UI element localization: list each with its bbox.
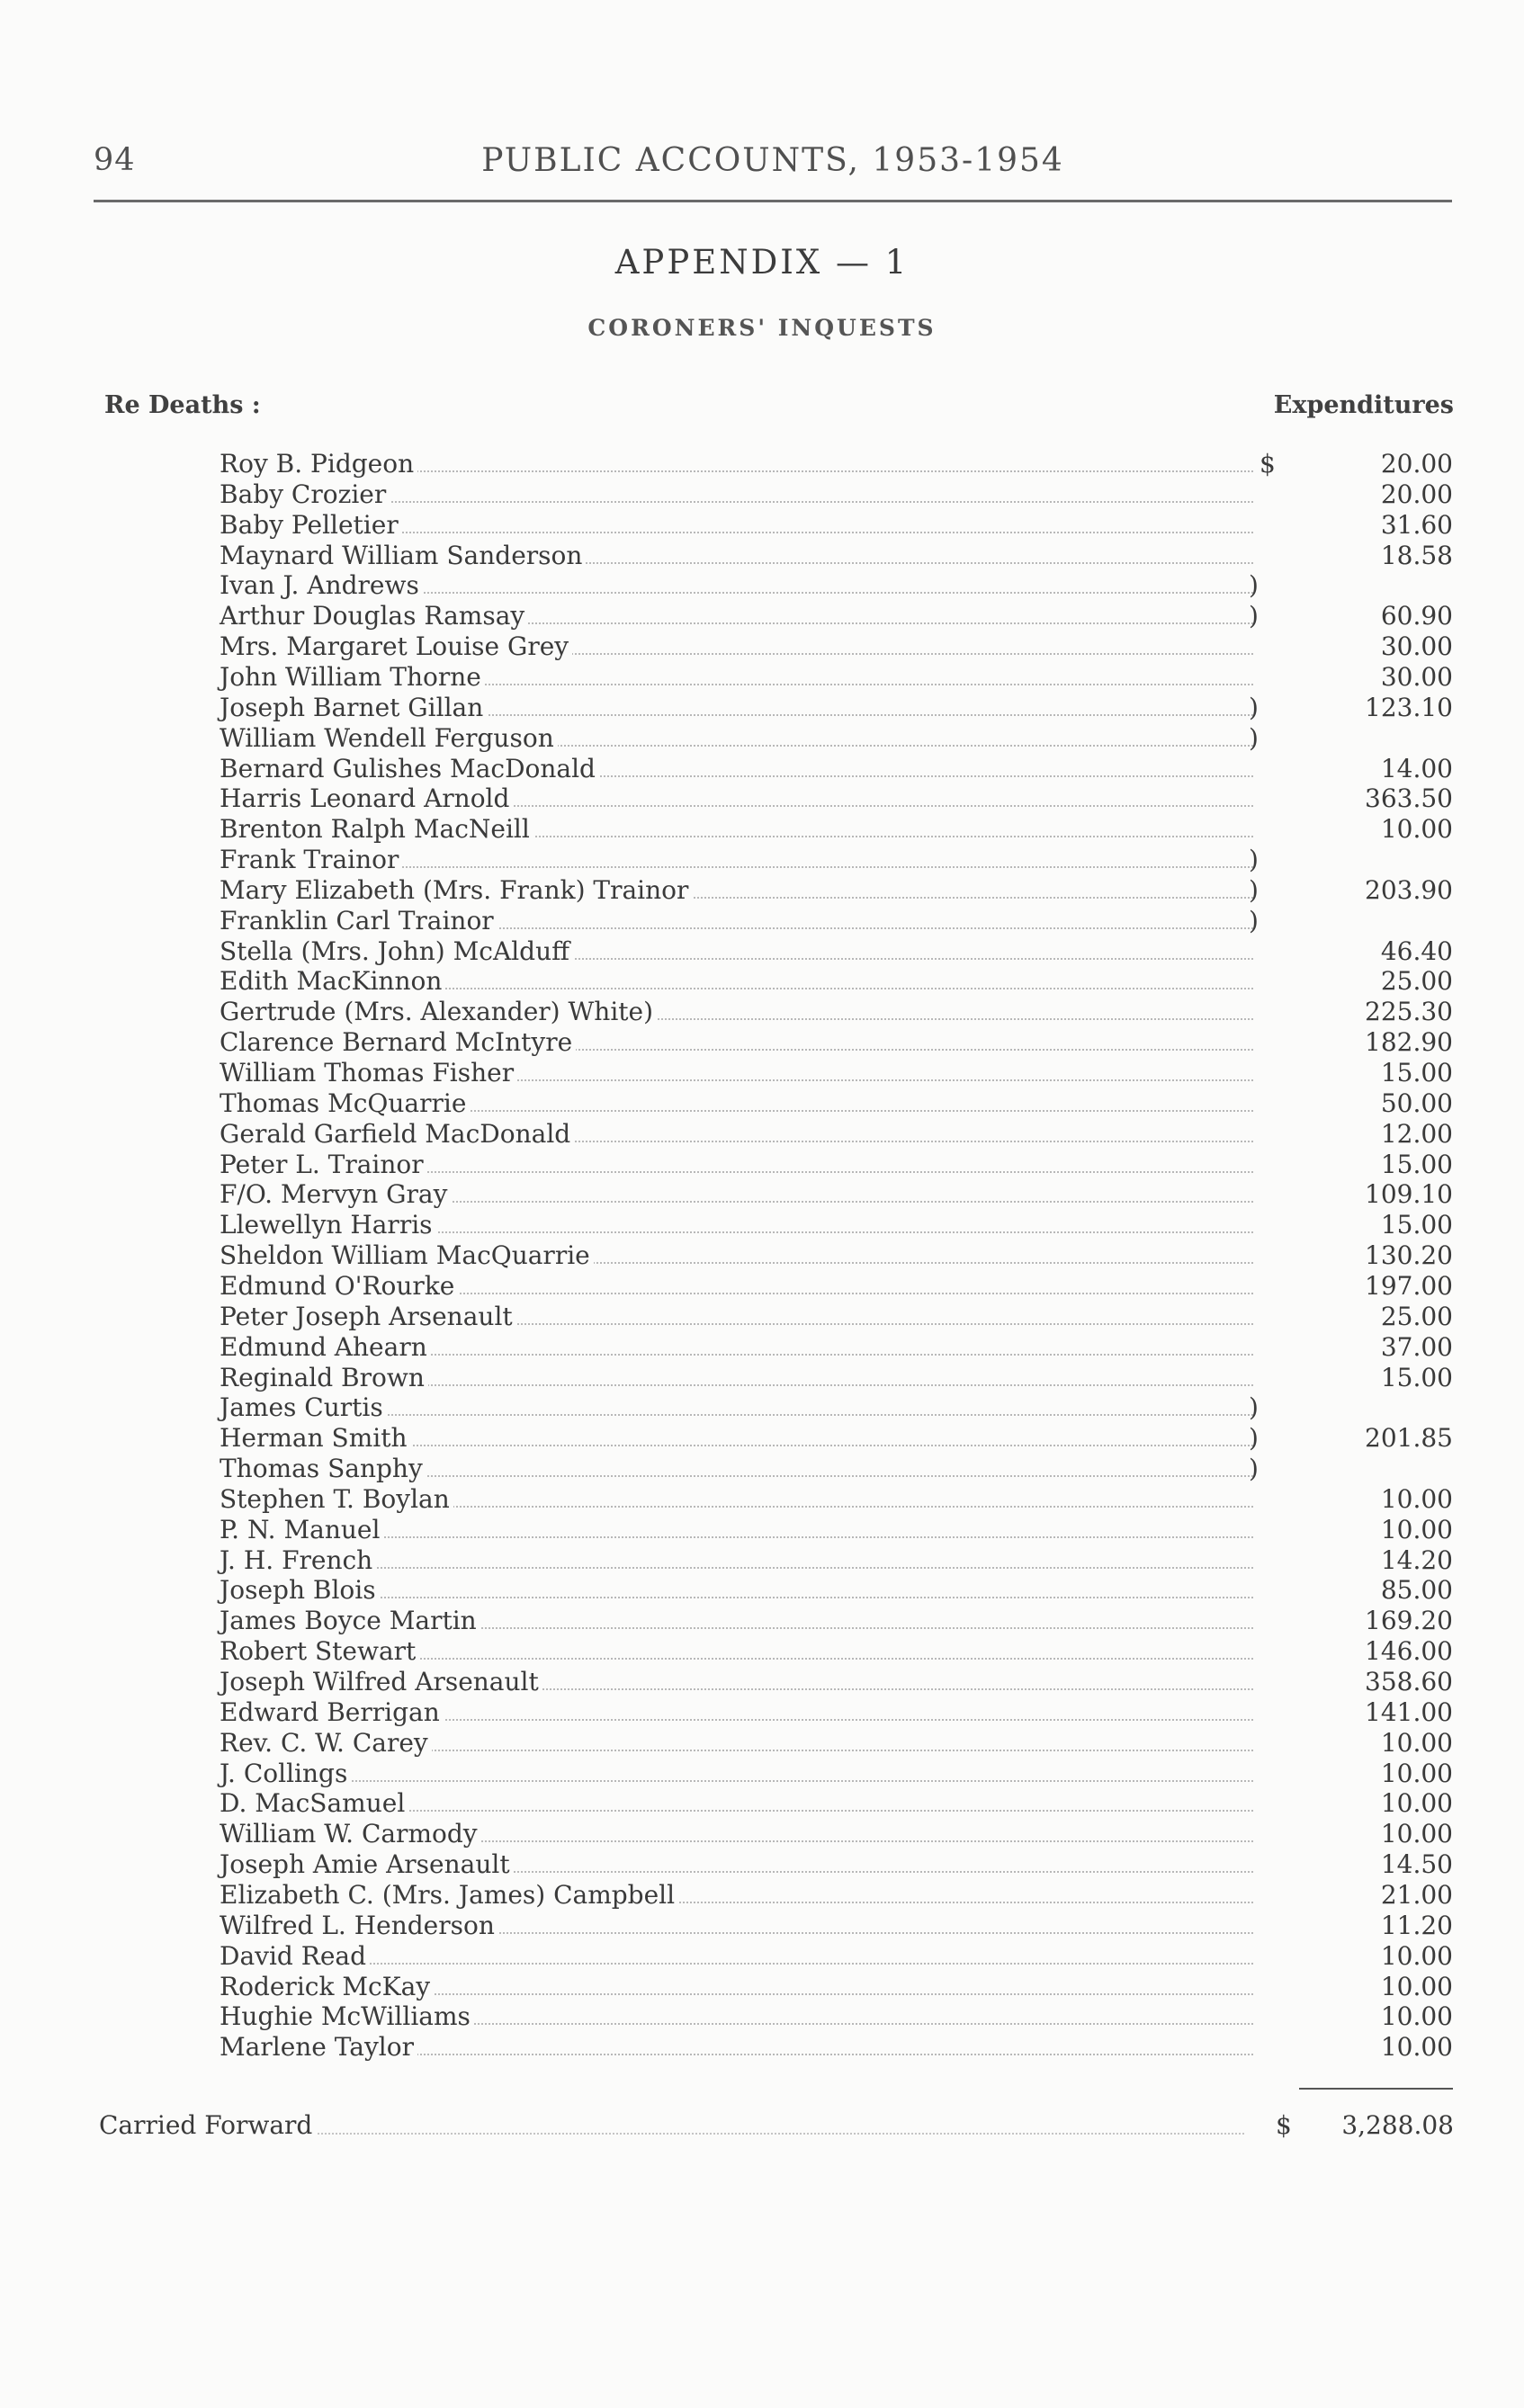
expenditure-amount: 25.00: [1380, 966, 1453, 997]
list-item: [0, 2001, 1524, 2032]
deceased-name: Clarence Bernard McIntyre: [220, 1027, 576, 1058]
expenditure-amount: 46.40: [1380, 935, 1453, 966]
list-item: [0, 541, 1524, 571]
expenditure-amount: 225.30: [1365, 997, 1453, 1027]
expenditure-amount: 10.00: [1380, 2001, 1453, 2032]
deceased-name: D. MacSamuel: [220, 1788, 408, 1819]
deceased-name: Mary Elizabeth (Mrs. Frank) Trainor: [220, 875, 692, 906]
deceased-name: Joseph Blois: [220, 1575, 380, 1606]
list-item: [0, 510, 1524, 541]
expenditure-amount: 10.00: [1380, 1819, 1453, 1849]
deceased-name: Elizabeth C. (Mrs. James) Campbell: [220, 1880, 678, 1911]
list-item: [0, 845, 1524, 875]
list-item: [0, 1697, 1524, 1728]
deceased-name: Reginald Brown: [220, 1363, 428, 1393]
deceased-name: Rev. C. W. Carey: [220, 1728, 432, 1759]
expenditure-amount: 197.00: [1365, 1270, 1453, 1301]
deceased-name: William W. Carmody: [220, 1819, 481, 1849]
list-item: [0, 1545, 1524, 1576]
deceased-name: William Wendell Ferguson: [220, 723, 558, 754]
expenditure-amount: 201.85: [1365, 1423, 1453, 1454]
deceased-name: Baby Pelletier: [220, 510, 402, 541]
deceased-name: Gerald Garfield MacDonald: [220, 1119, 574, 1150]
group-bracket: ): [1249, 722, 1259, 753]
list-item: [0, 1911, 1524, 1941]
list-item: [0, 906, 1524, 936]
list-item: [0, 1392, 1524, 1423]
list-item: [0, 693, 1524, 723]
expenditure-amount: 169.20: [1365, 1606, 1453, 1636]
list-item: [0, 601, 1524, 631]
deceased-name: Baby Crozier: [220, 479, 390, 510]
list-item: [0, 783, 1524, 814]
expenditure-amount: 31.60: [1380, 509, 1453, 540]
group-bracket: ): [1249, 1423, 1259, 1454]
list-item: [0, 1179, 1524, 1210]
deceased-name: Roderick McKay: [220, 1972, 434, 2002]
deceased-name: J. Collings: [220, 1759, 351, 1789]
deceased-name: Gertrude (Mrs. Alexander) White): [220, 997, 657, 1027]
deceased-name: Franklin Carl Trainor: [220, 906, 498, 936]
list-item: [0, 997, 1524, 1027]
page-number: 94: [94, 142, 136, 178]
expenditure-amount: 20.00: [1380, 449, 1453, 479]
deceased-name: Edward Berrigan: [220, 1697, 444, 1728]
deceased-name: P. N. Manuel: [220, 1515, 383, 1545]
group-bracket: ): [1249, 1392, 1259, 1423]
list-item: [0, 1728, 1524, 1759]
carried-forward-row: [0, 2109, 1524, 2142]
deceased-name: Arthur Douglas Ramsay: [220, 601, 528, 631]
deceased-name: James Curtis: [220, 1392, 387, 1423]
deceased-name: Joseph Barnet Gillan: [220, 693, 487, 723]
list-item: [0, 1819, 1524, 1849]
currency-symbol: $: [1260, 449, 1276, 479]
deceased-name: J. H. French: [220, 1545, 376, 1576]
expenditure-amount: 10.00: [1380, 1483, 1453, 1514]
deceased-name: James Boyce Martin: [220, 1606, 480, 1636]
expenditure-amount: 20.00: [1380, 479, 1453, 509]
deceased-name: Ivan J. Andrews: [220, 570, 423, 601]
list-item: [0, 1332, 1524, 1363]
expenditure-amount: 358.60: [1365, 1667, 1453, 1696]
expenditure-amount: 123.10: [1365, 692, 1453, 722]
carried-forward-amount: 3,288.08: [1341, 2110, 1454, 2140]
expenditure-amount: 14.20: [1380, 1544, 1453, 1575]
column-heading-expenditures: Expenditures: [1273, 391, 1454, 419]
expenditure-amount: 15.00: [1380, 1058, 1453, 1088]
list-item: [0, 1972, 1524, 2002]
list-item: [0, 1363, 1524, 1393]
running-title: PUBLIC ACCOUNTS, 1953-1954: [481, 142, 1064, 179]
list-item: [0, 1606, 1524, 1636]
expenditure-amount: 14.50: [1380, 1849, 1453, 1880]
deceased-name: Marlene Taylor: [220, 2032, 417, 2063]
list-item: [0, 1119, 1524, 1150]
deceased-name: Thomas Sanphy: [220, 1454, 426, 1484]
expenditure-amount: 130.20: [1365, 1240, 1453, 1271]
list-item: [0, 754, 1524, 784]
dot-leader: [225, 1567, 1253, 1569]
group-bracket: ): [1249, 1454, 1259, 1484]
expenditure-amount: 12.00: [1380, 1118, 1453, 1149]
expenditure-amount: 146.00: [1365, 1636, 1453, 1667]
deceased-name: Joseph Wilfred Arsenault: [220, 1667, 542, 1697]
expenditure-amount: 15.00: [1380, 1362, 1453, 1392]
list-item: [0, 1150, 1524, 1180]
list-item: [0, 570, 1524, 601]
deceased-name: Edmund Ahearn: [220, 1332, 431, 1363]
deceased-name: Thomas McQuarrie: [220, 1088, 470, 1119]
expenditure-amount: 37.00: [1380, 1331, 1453, 1362]
expenditure-amount: 141.00: [1365, 1696, 1453, 1727]
list-item: [0, 449, 1524, 479]
list-item: [0, 1515, 1524, 1545]
expenditure-amount: 10.00: [1380, 1788, 1453, 1819]
deceased-name: Harris Leonard Arnold: [220, 783, 513, 814]
list-item: [0, 1880, 1524, 1911]
deceased-name: Sheldon William MacQuarrie: [220, 1240, 594, 1271]
list-item: [0, 966, 1524, 997]
list-item: [0, 814, 1524, 845]
expenditure-amount: 30.00: [1380, 631, 1453, 662]
group-bracket: ): [1249, 601, 1259, 631]
group-bracket: ): [1249, 845, 1259, 875]
deceased-name: F/O. Mervyn Gray: [220, 1179, 451, 1210]
list-item: [0, 1088, 1524, 1119]
expenditure-amount: 50.00: [1380, 1088, 1453, 1118]
expenditure-amount: 11.20: [1380, 1910, 1453, 1940]
section-title: CORONERS' INQUESTS: [587, 315, 937, 341]
expenditure-amount: 18.58: [1380, 540, 1453, 570]
deceased-name: Stephen T. Boylan: [220, 1484, 453, 1515]
list-item: [0, 1667, 1524, 1697]
expenditure-amount: 60.90: [1380, 601, 1453, 631]
expenditure-amount: 25.00: [1380, 1301, 1453, 1331]
list-item: [0, 1271, 1524, 1302]
expenditure-amount: 30.00: [1380, 661, 1453, 692]
group-bracket: ): [1249, 874, 1259, 905]
expenditure-amount: 363.50: [1365, 783, 1453, 814]
deceased-name: Peter Joseph Arsenault: [220, 1302, 516, 1332]
group-bracket: ): [1249, 570, 1259, 601]
list-item: [0, 662, 1524, 693]
group-bracket: ): [1249, 905, 1259, 935]
expenditure-amount: 10.00: [1380, 2032, 1453, 2063]
list-item: [0, 479, 1524, 510]
list-item: [0, 1759, 1524, 1789]
deceased-name: Robert Stewart: [220, 1636, 419, 1667]
list-item: [0, 1849, 1524, 1880]
deceased-name: Frank Trainor: [220, 845, 402, 875]
list-item: [0, 631, 1524, 662]
page-header: [94, 142, 1452, 187]
expenditure-amount: 10.00: [1380, 1727, 1453, 1758]
list-item: [0, 1454, 1524, 1484]
list-item: [0, 2032, 1524, 2063]
list-item: [0, 1575, 1524, 1606]
deceased-name: Peter L. Trainor: [220, 1150, 427, 1180]
dot-leader: [225, 1963, 1253, 1965]
dot-leader: [225, 1780, 1253, 1782]
appendix-title: APPENDIX — 1: [614, 243, 910, 282]
expenditure-amount: 15.00: [1380, 1210, 1453, 1240]
list-item: [0, 1423, 1524, 1454]
expenditure-amount: 15.00: [1380, 1149, 1453, 1179]
list-item: [0, 875, 1524, 906]
deceased-name: Edith MacKinnon: [220, 966, 445, 997]
list-item: [0, 936, 1524, 967]
deceased-name: Maynard William Sanderson: [220, 541, 586, 571]
group-bracket: ): [1249, 692, 1259, 722]
deceased-name: Herman Smith: [220, 1423, 411, 1454]
deceased-name: Hughie McWilliams: [220, 2001, 474, 2032]
expenditure-amount: 14.00: [1380, 753, 1453, 783]
deceased-name: Roy B. Pidgeon: [220, 449, 417, 479]
expenditure-amount: 85.00: [1380, 1575, 1453, 1606]
list-item: [0, 1636, 1524, 1667]
list-item: [0, 1788, 1524, 1819]
deceased-name: Stella (Mrs. John) McAlduff: [220, 936, 573, 967]
column-heading-deaths: Re Deaths :: [104, 391, 261, 419]
expenditure-amount: 10.00: [1380, 1940, 1453, 1971]
deceased-name: Llewellyn Harris: [220, 1210, 436, 1240]
list-item: [0, 723, 1524, 754]
expenditure-amount: 182.90: [1365, 1027, 1453, 1058]
expenditure-amount: 21.00: [1380, 1879, 1453, 1910]
deceased-name: Joseph Amie Arsenault: [220, 1849, 514, 1880]
list-item: [0, 1302, 1524, 1332]
list-item: [0, 1484, 1524, 1515]
currency-symbol: $: [1276, 2110, 1292, 2140]
deceased-name: David Read: [220, 1941, 370, 1972]
list-item: [0, 1027, 1524, 1058]
deceased-name: John William Thorne: [220, 662, 485, 693]
list-item: [0, 1058, 1524, 1088]
expenditure-amount: 10.00: [1380, 1971, 1453, 2001]
expenditure-amount: 10.00: [1380, 1758, 1453, 1788]
header-rule: [94, 200, 1452, 202]
deceased-name: Wilfred L. Henderson: [220, 1911, 498, 1941]
expenditure-amount: 109.10: [1365, 1179, 1453, 1210]
expenditure-amount: 203.90: [1365, 874, 1453, 905]
deceased-name: Mrs. Margaret Louise Grey: [220, 631, 572, 662]
list-item: [0, 1941, 1524, 1972]
carried-forward-label: Carried Forward: [99, 2109, 316, 2142]
expenditure-amount: 10.00: [1380, 1514, 1453, 1544]
list-item: [0, 1210, 1524, 1240]
deceased-name: William Thomas Fisher: [220, 1058, 517, 1088]
total-rule: [1299, 2088, 1453, 2090]
expenditure-amount: 10.00: [1380, 814, 1453, 845]
deceased-name: Edmund O'Rourke: [220, 1271, 458, 1302]
deceased-name: Brenton Ralph MacNeill: [220, 814, 533, 845]
list-item: [0, 1240, 1524, 1271]
deceased-name: Bernard Gulishes MacDonald: [220, 754, 599, 784]
